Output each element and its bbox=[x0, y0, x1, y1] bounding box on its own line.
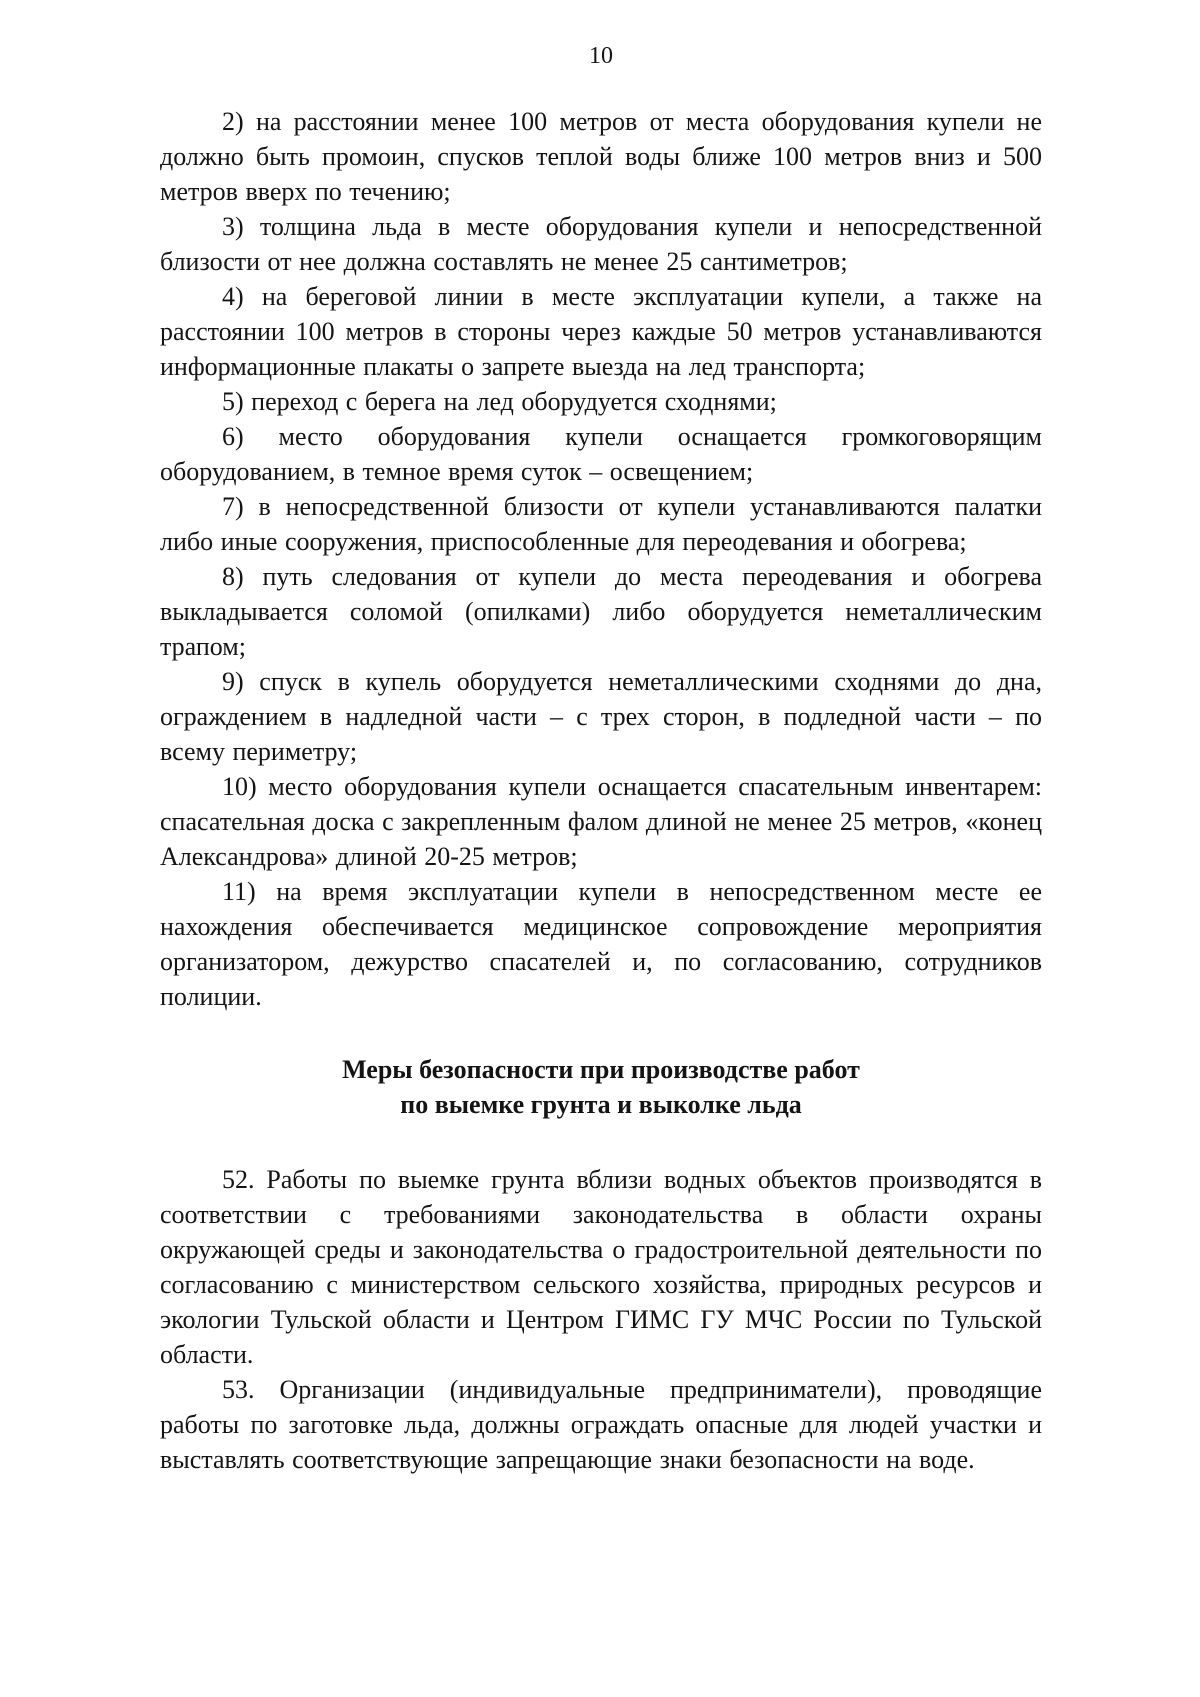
list-item-2: 2) на расстоянии менее 100 метров от места оборудования купели не должно быть промоин, спусков теплой воды ближе 100 метров вниз и 500 метров вверх по течению; bbox=[160, 107, 1042, 206]
list-item-5: 5) переход с берега на лед оборудуется сходнями; bbox=[222, 387, 777, 416]
section-heading-line-1: Меры безопасности при производстве работ bbox=[342, 1055, 860, 1084]
list-item-9: 9) спуск в купель оборудуется неметаллическими сходнями до дна, ограждением в надледной части – с трех сторон, в подледной части – по всему периметру; bbox=[160, 667, 1042, 766]
list-item-11: 11) на время эксплуатации купели в непосредственном месте ее нахождения обеспечивается медицинское сопровождение мероприятия организатором, дежурство спасателей и, по согласованию, сотрудников полиции. bbox=[160, 877, 1042, 1011]
section-heading-line-2: по выемке грунта и выколке льда bbox=[400, 1090, 802, 1119]
list-item-10: 10) место оборудования купели оснащается спасательным инвентарем: спасательная доска с закрепленным фалом длиной не менее 25 метров, «конец Александрова» длиной 20-25 метров; bbox=[160, 772, 1042, 871]
paragraph-52: 52. Работы по выемке грунта вблизи водных объектов производятся в соответствии с требованиями законодательства в области охраны окружающей среды и законодательства о градостроительной деятельности по согласованию с министерством сельского хозяйства, природных ресурсов и экологии Тульской области и Центром ГИМС ГУ МЧС России по Тульской области. bbox=[160, 1165, 1042, 1369]
list-item-6: 6) место оборудования купели оснащается громкоговорящим оборудованием, в темное время суток – освещением; bbox=[160, 422, 1042, 486]
page-number: 10 bbox=[589, 43, 613, 69]
document-body bbox=[160, 104, 1042, 1477]
list-item-8: 8) путь следования от купели до места переодевания и обогрева выкладывается соломой (опилками) либо оборудуется неметаллическим трапом; bbox=[160, 562, 1042, 661]
list-item-3: 3) толщина льда в месте оборудования купели и непосредственной близости от нее должна составлять не менее 25 сантиметров; bbox=[160, 212, 1042, 276]
section-heading bbox=[160, 1052, 1042, 1122]
list-item-4: 4) на береговой линии в месте эксплуатации купели, а также на расстоянии 100 метров в стороны через каждые 50 метров устанавливаются информационные плакаты о запрете выезда на лед транспорта; bbox=[160, 282, 1042, 381]
list-item-7: 7) в непосредственной близости от купели устанавливаются палатки либо иные сооружения, приспособленные для переодевания и обогрева; bbox=[160, 492, 1042, 556]
paragraph-53: 53. Организации (индивидуальные предприниматели), проводящие работы по заготовке льда, должны ограждать опасные для людей участки и выставлять соответствующие запрещающие знаки безопасности на воде. bbox=[160, 1375, 1042, 1474]
